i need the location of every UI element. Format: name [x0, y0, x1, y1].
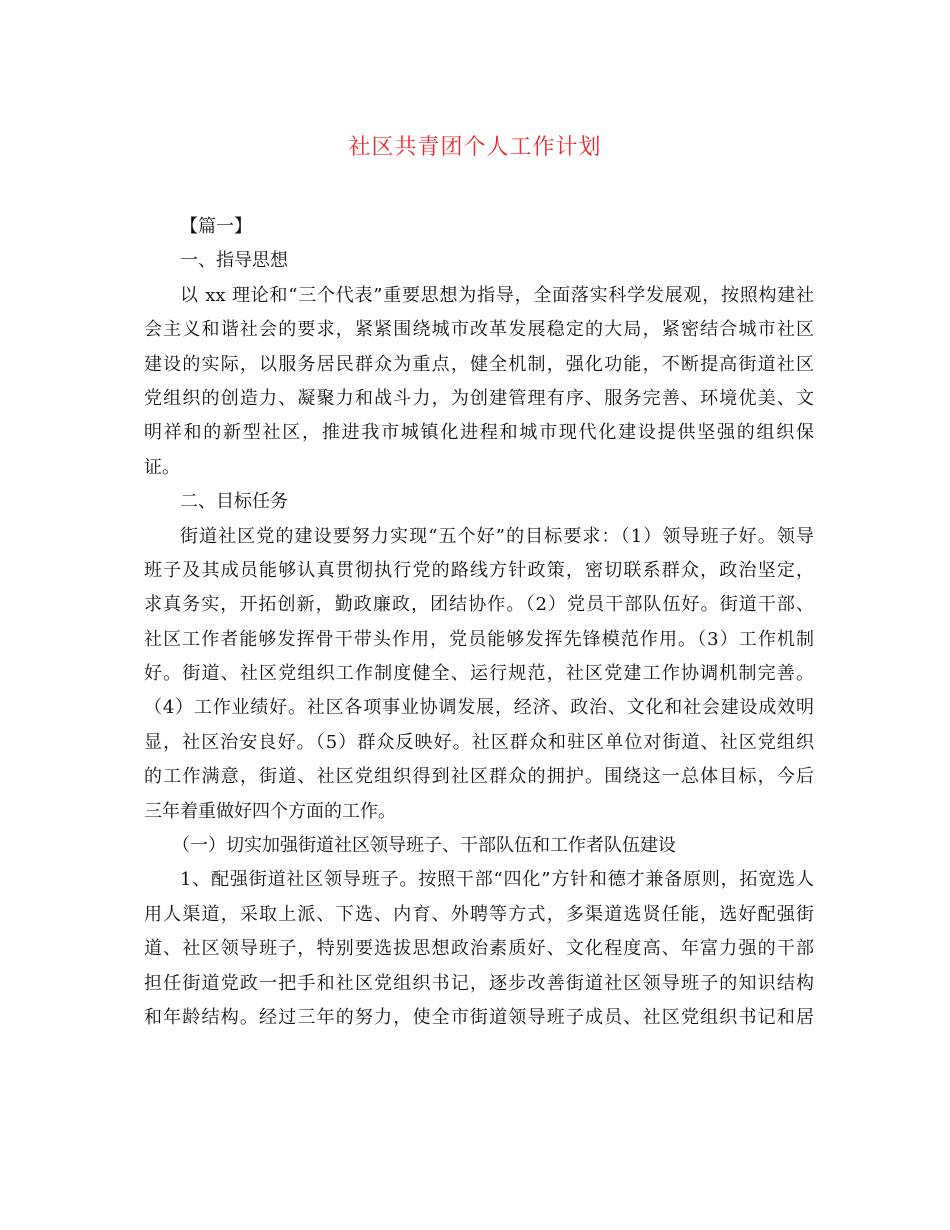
paragraph-line: 三年着重做好四个方面的工作。 [144, 800, 396, 822]
paragraph-line: （4）工作业绩好。社区各项事业协调发展，经济、政治、文化和社会建设成效明 [144, 697, 814, 719]
document-body [144, 210, 814, 1035]
paragraph-line: 1、配强街道社区领导班子。按照干部“四化”方针和德才兼备原则，拓宽选人 [180, 869, 814, 891]
paragraph-line: 建设的实际，以服务居民群众为重点，健全机制，强化功能，不断提高街道社区 [144, 353, 814, 375]
paragraph-line: 好。街道、社区党组织工作制度健全、运行规范，社区党建工作协调机制完善。 [144, 663, 814, 685]
paragraph-line: 证。 [144, 456, 180, 478]
paragraph-line: 会主义和谐社会的要求，紧紧围绕城市改革发展稳定的大局，紧密结合城市社区 [144, 319, 814, 341]
paragraph-line: 用人渠道，采取上派、下选、内育、外聘等方式，多渠道选贤任能，选好配强街 [144, 903, 814, 925]
paragraph-line: 党组织的创造力、凝聚力和战斗力，为创建管理有序、服务完善、环境优美、文 [144, 387, 814, 409]
paragraph-line: 求真务实，开拓创新，勤政廉政，团结协作。（2）党员干部队伍好。街道干部、 [144, 594, 814, 616]
paragraph-line: 社区工作者能够发挥骨干带头作用，党员能够发挥先锋模范作用。（3）工作机制 [144, 628, 814, 650]
paragraph-line: 班子及其成员能够认真贯彻执行党的路线方针政策，密切联系群众，政治坚定， [144, 559, 814, 581]
section-heading: 一、指导思想 [180, 250, 288, 272]
paragraph-line: 和年龄结构。经过三年的努力，使全市街道领导班子成员、社区党组织书记和居 [144, 1006, 814, 1028]
section-heading: 【篇一】 [180, 216, 252, 237]
document-title: 社区共青团个人工作计划 [348, 135, 602, 160]
paragraph-line: 街道社区党的建设要努力实现“五个好”的目标要求：（1）领导班子好。领导 [180, 525, 814, 547]
paragraph-line: 显，社区治安良好。（5）群众反映好。社区群众和驻区单位对街道、社区党组织 [144, 731, 814, 753]
paragraph-line: 的工作满意，街道、社区党组织得到社区群众的拥护。围绕这一总体目标，今后 [144, 766, 814, 788]
paragraph-line: 道、社区领导班子，特别要选拔思想政治素质好、文化程度高、年富力强的干部 [144, 938, 814, 960]
paragraph-line: 明祥和的新型社区，推进我市城镇化进程和城市现代化建设提供坚强的组织保 [144, 422, 814, 444]
section-heading: 二、目标任务 [180, 491, 288, 513]
paragraph-line: 担任街道党政一把手和社区党组织书记，逐步改善街道社区领导班子的知识结构 [144, 972, 814, 994]
subsection-heading: （一）切实加强街道社区领导班子、干部队伍和工作者队伍建设 [172, 835, 676, 857]
paragraph-line: 以 xx 理论和“三个代表”重要思想为指导，全面落实科学发展观，按照构建社 [180, 284, 814, 306]
